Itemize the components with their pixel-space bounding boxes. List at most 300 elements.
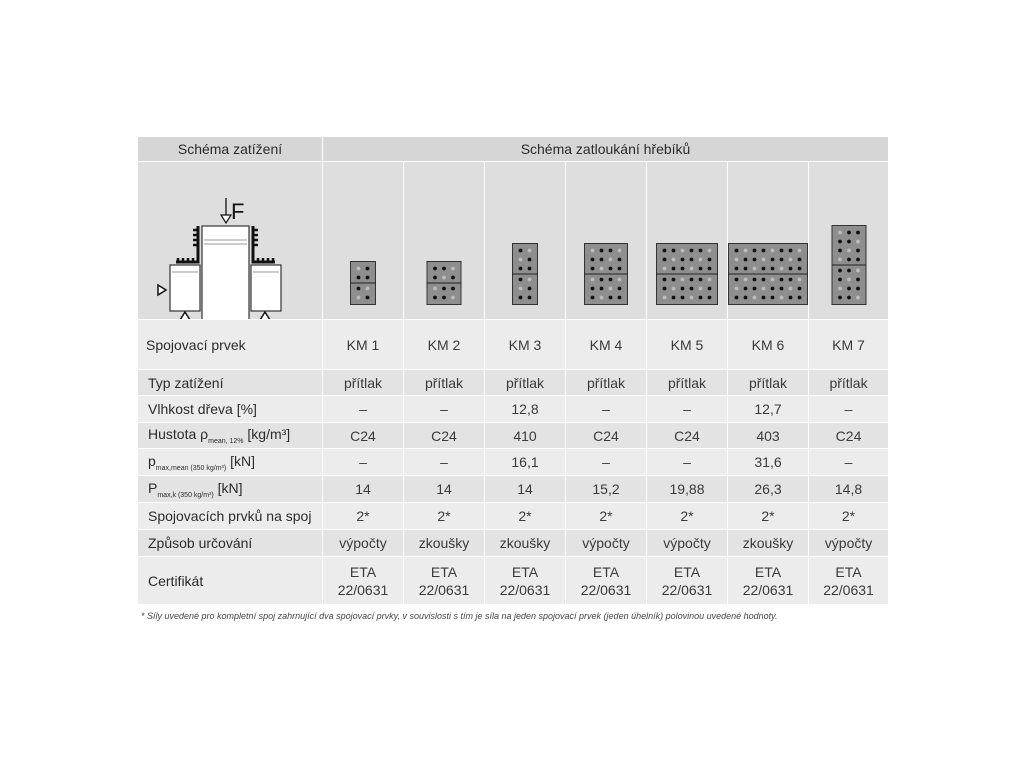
table-row xyxy=(138,530,889,557)
value-cell xyxy=(323,557,404,605)
nail-hole-empty xyxy=(744,249,748,253)
nail-hole-filled xyxy=(771,267,775,271)
nail-hole-filled xyxy=(771,258,775,262)
nail-hole-filled xyxy=(681,296,685,300)
value-cell: 31,6 xyxy=(728,449,809,476)
nail-pattern-1 xyxy=(350,261,376,305)
nail-hole-empty xyxy=(528,278,532,282)
nail-hole-empty xyxy=(699,258,703,262)
nail-hole-filled xyxy=(591,296,595,300)
nail-hole-filled xyxy=(789,249,793,253)
nail-hole-filled xyxy=(609,267,613,271)
nail-hole-filled xyxy=(856,287,860,291)
nail-hole-filled xyxy=(847,258,851,262)
nail-hole-empty xyxy=(690,267,694,271)
nail-hole-empty xyxy=(856,269,860,273)
nail-hole-empty xyxy=(609,287,613,291)
nail-hole-empty xyxy=(451,296,455,300)
nail-hole-filled xyxy=(618,296,622,300)
value-cell: – xyxy=(809,449,889,476)
nail-pattern-cell-5 xyxy=(647,162,728,320)
value-cell: C24 xyxy=(404,423,485,449)
nail-hole-filled xyxy=(451,287,455,291)
table-row xyxy=(138,449,889,476)
nail-hole-filled xyxy=(618,267,622,271)
table-row xyxy=(138,396,889,423)
nail-hole-empty xyxy=(528,249,532,253)
nail-hole-empty xyxy=(735,258,739,262)
nail-hole-empty xyxy=(366,287,370,291)
value-cell: 2* xyxy=(323,503,404,530)
nail-hole-empty xyxy=(699,287,703,291)
nail-hole-filled xyxy=(699,296,703,300)
value-cell: 410 xyxy=(485,423,566,449)
row-label xyxy=(138,503,323,530)
nail-hole-empty xyxy=(690,296,694,300)
nail-hole-filled xyxy=(528,296,532,300)
nail-hole-filled xyxy=(838,240,842,244)
nail-hole-filled xyxy=(690,249,694,253)
table-row xyxy=(138,476,889,503)
nail-hole-filled xyxy=(519,249,523,253)
nail-pattern-4 xyxy=(584,243,628,305)
nail-hole-filled xyxy=(838,278,842,282)
nail-hole-empty xyxy=(451,267,455,271)
row-label xyxy=(138,557,323,605)
value-cell: – xyxy=(647,396,728,423)
value-cell: přítlak xyxy=(647,370,728,396)
value-cell: přítlak xyxy=(485,370,566,396)
row-label-subscript: mean, 12% xyxy=(208,437,244,445)
nail-hole-empty xyxy=(762,287,766,291)
nail-hole-filled xyxy=(672,249,676,253)
nail-hole-empty xyxy=(609,258,613,262)
nail-hole-filled xyxy=(442,296,446,300)
nail-hole-filled xyxy=(618,287,622,291)
nail-hole-filled xyxy=(735,296,739,300)
row-label xyxy=(138,370,323,396)
row-label-unit: [kg/m³] xyxy=(243,426,291,443)
table-row xyxy=(138,503,889,530)
value-cell: výpočty xyxy=(323,530,404,557)
row-label xyxy=(138,449,323,476)
value-cell xyxy=(728,557,809,605)
nail-hole-filled xyxy=(780,249,784,253)
nail-hole-empty xyxy=(771,249,775,253)
nail-hole-filled xyxy=(672,278,676,282)
value-cell xyxy=(809,557,889,605)
certificate-line: ETA xyxy=(592,563,620,580)
nail-hole-filled xyxy=(663,249,667,253)
value-cell: zkoušky xyxy=(485,530,566,557)
value-cell: 2* xyxy=(404,503,485,530)
data-table xyxy=(137,136,889,605)
nail-pattern-cell-2 xyxy=(404,162,485,320)
value-cell: přítlak xyxy=(566,370,647,396)
value-cell: 15,2 xyxy=(566,476,647,503)
force-arrow-head xyxy=(221,215,231,223)
value-cell: KM 7 xyxy=(809,320,889,370)
nail-hole-empty xyxy=(771,278,775,282)
row-label-text: Certifikát xyxy=(148,572,204,589)
table-row xyxy=(138,423,889,449)
table-row xyxy=(138,320,889,370)
value-cell: 2* xyxy=(647,503,728,530)
nail-hole-empty xyxy=(735,287,739,291)
nail-hole-empty xyxy=(708,249,712,253)
nail-hole-empty xyxy=(519,258,523,262)
value-cell: 2* xyxy=(809,503,889,530)
nail-hole-empty xyxy=(847,249,851,253)
certificate-line: ETA xyxy=(349,563,377,580)
value-cell: zkoušky xyxy=(404,530,485,557)
row-label xyxy=(138,320,323,370)
value-cell: – xyxy=(404,449,485,476)
row-label-unit: [kN] xyxy=(213,479,243,496)
nail-hole-filled xyxy=(847,287,851,291)
row-label-unit: [kN] xyxy=(226,452,255,469)
value-cell: 26,3 xyxy=(728,476,809,503)
nail-hole-empty xyxy=(357,267,361,271)
load-diagram xyxy=(138,162,323,319)
value-cell: C24 xyxy=(323,423,404,449)
value-cell: KM 1 xyxy=(323,320,404,370)
nail-hole-filled xyxy=(780,287,784,291)
nail-hole-filled xyxy=(798,258,802,262)
certificate-line: 22/0631 xyxy=(823,581,874,598)
value-cell: 403 xyxy=(728,423,809,449)
nail-hole-empty xyxy=(672,287,676,291)
nail-hole-filled xyxy=(744,258,748,262)
nail-hole-filled xyxy=(708,287,712,291)
nail-hole-empty xyxy=(618,249,622,253)
nail-hole-filled xyxy=(856,278,860,282)
nail-hole-filled xyxy=(838,296,842,300)
nail-hole-filled xyxy=(451,276,455,280)
nail-hole-filled xyxy=(798,287,802,291)
value-cell: 14 xyxy=(323,476,404,503)
nail-hole-empty xyxy=(798,249,802,253)
nail-hole-empty xyxy=(744,278,748,282)
nail-hole-filled xyxy=(771,296,775,300)
value-cell: – xyxy=(404,396,485,423)
value-cell: KM 6 xyxy=(728,320,809,370)
nail-hole-empty xyxy=(672,258,676,262)
row-label xyxy=(138,396,323,423)
nail-hole-filled xyxy=(663,287,667,291)
row-label-text: Vlhkost dřeva [%] xyxy=(148,401,257,417)
nail-hole-filled xyxy=(708,296,712,300)
nail-hole-filled xyxy=(357,276,361,280)
nail-hole-filled xyxy=(708,267,712,271)
nail-hole-empty xyxy=(663,267,667,271)
nail-hole-filled xyxy=(780,258,784,262)
nail-pattern-3 xyxy=(512,243,538,305)
nail-hole-empty xyxy=(838,231,842,235)
nail-hole-empty xyxy=(600,267,604,271)
nail-hole-filled xyxy=(690,278,694,282)
value-cell: KM 5 xyxy=(647,320,728,370)
nail-hole-filled xyxy=(600,278,604,282)
nail-pattern-cell-3 xyxy=(485,162,566,320)
nail-hole-filled xyxy=(609,249,613,253)
nail-hole-filled xyxy=(798,296,802,300)
nail-pattern-cell-1 xyxy=(323,162,404,320)
nail-hole-filled xyxy=(591,258,595,262)
nail-hole-filled xyxy=(357,287,361,291)
nail-hole-filled xyxy=(663,258,667,262)
row-label xyxy=(138,476,323,503)
nail-hole-filled xyxy=(519,278,523,282)
table-row xyxy=(138,370,889,396)
row-label-subscript: max,mean (350 kg/m³) xyxy=(155,464,227,472)
value-cell: zkoušky xyxy=(728,530,809,557)
value-cell: 19,88 xyxy=(647,476,728,503)
nail-hole-empty xyxy=(789,287,793,291)
nail-hole-filled xyxy=(442,287,446,291)
certificate-line: 22/0631 xyxy=(742,581,794,598)
value-cell: 12,7 xyxy=(728,396,809,423)
nail-hole-filled xyxy=(856,258,860,262)
nail-hole-filled xyxy=(753,258,757,262)
nail-hole-filled xyxy=(789,267,793,271)
nail-hole-filled xyxy=(847,240,851,244)
nail-hole-filled xyxy=(681,287,685,291)
nail-hole-filled xyxy=(433,296,437,300)
nail-hole-empty xyxy=(856,296,860,300)
nail-pattern-5 xyxy=(656,243,718,305)
nail-hole-filled xyxy=(838,269,842,273)
certificate-line: 22/0631 xyxy=(499,581,551,598)
nail-pattern-cell-7 xyxy=(809,162,889,320)
nail-hole-filled xyxy=(735,267,739,271)
value-cell: 2* xyxy=(485,503,566,530)
nail-pattern-6 xyxy=(728,243,808,305)
nail-hole-filled xyxy=(600,249,604,253)
nail-hole-empty xyxy=(798,278,802,282)
nail-hole-empty xyxy=(442,276,446,280)
row-label-symbol: P xyxy=(148,479,158,496)
nail-hole-filled xyxy=(753,249,757,253)
value-cell: 2* xyxy=(566,503,647,530)
nail-hole-filled xyxy=(847,231,851,235)
nail-hole-filled xyxy=(366,267,370,271)
nail-hole-filled xyxy=(753,278,757,282)
nail-hole-filled xyxy=(663,278,667,282)
nail-hole-empty xyxy=(789,258,793,262)
value-cell: – xyxy=(647,449,728,476)
value-cell: přítlak xyxy=(323,370,404,396)
row-label-text: Typ zatížení xyxy=(148,374,224,391)
connector-table xyxy=(137,136,888,621)
table-row xyxy=(138,557,889,605)
value-cell: KM 2 xyxy=(404,320,485,370)
nail-hole-filled xyxy=(847,296,851,300)
nail-hole-filled xyxy=(789,278,793,282)
nail-hole-filled xyxy=(847,269,851,273)
nail-hole-filled xyxy=(609,278,613,282)
row-label xyxy=(138,423,323,449)
row-label-text: Spojovacích prvků na spoj xyxy=(148,508,312,524)
nail-hole-filled xyxy=(771,287,775,291)
nail-hole-filled xyxy=(780,278,784,282)
nail-hole-filled xyxy=(744,287,748,291)
value-cell xyxy=(647,557,728,605)
nail-hole-filled xyxy=(744,296,748,300)
value-cell: 14,8 xyxy=(809,476,889,503)
value-cell xyxy=(404,557,485,605)
nail-hole-empty xyxy=(591,278,595,282)
nail-hole-filled xyxy=(681,267,685,271)
nail-hole-filled xyxy=(433,267,437,271)
value-cell: přítlak xyxy=(728,370,809,396)
nail-hole-filled xyxy=(433,276,437,280)
value-cell: přítlak xyxy=(809,370,889,396)
nail-hole-filled xyxy=(789,296,793,300)
row-label-symbol: p xyxy=(148,452,156,469)
nail-hole-filled xyxy=(528,267,532,271)
nail-hole-filled xyxy=(708,258,712,262)
value-cell: výpočty xyxy=(647,530,728,557)
value-cell: KM 3 xyxy=(485,320,566,370)
row-label-text: Způsob určování xyxy=(148,535,253,551)
value-cell: výpočty xyxy=(566,530,647,557)
nail-hole-filled xyxy=(798,267,802,271)
nail-hole-empty xyxy=(838,287,842,291)
value-cell: – xyxy=(566,396,647,423)
value-cell: C24 xyxy=(647,423,728,449)
nail-hole-empty xyxy=(762,258,766,262)
nail-hole-filled xyxy=(699,267,703,271)
left-bottom-support xyxy=(180,312,190,319)
value-cell: 16,1 xyxy=(485,449,566,476)
nail-hole-filled xyxy=(856,249,860,253)
value-cell: 2* xyxy=(728,503,809,530)
nail-hole-empty xyxy=(591,249,595,253)
nail-hole-filled xyxy=(591,267,595,271)
nail-hole-filled xyxy=(762,278,766,282)
certificate-line: ETA xyxy=(835,563,862,580)
nail-hole-filled xyxy=(600,258,604,262)
nail-hole-filled xyxy=(753,287,757,291)
force-label: F xyxy=(231,199,245,224)
nail-hole-filled xyxy=(519,296,523,300)
footnote: * Síly uvedené pro kompletní spoj zahrnující dva spojovací prvky, v souvislosti s tím je síla na jeden spojovací prvek (jeden úhelník) polovinou uvedené hodnoty. xyxy=(141,611,778,621)
value-cell: 12,8 xyxy=(485,396,566,423)
row-label-subscript: max,k (350 kg/m³) xyxy=(157,491,214,499)
value-cell: – xyxy=(566,449,647,476)
nail-hole-filled xyxy=(690,258,694,262)
value-cell: – xyxy=(323,396,404,423)
value-cell: – xyxy=(323,449,404,476)
nail-hole-filled xyxy=(838,249,842,253)
nail-hole-filled xyxy=(699,278,703,282)
nail-hole-filled xyxy=(735,278,739,282)
nail-hole-empty xyxy=(600,296,604,300)
row-label xyxy=(138,530,323,557)
nail-hole-empty xyxy=(838,258,842,262)
value-cell: C24 xyxy=(566,423,647,449)
value-cell xyxy=(485,557,566,605)
nail-hole-filled xyxy=(366,276,370,280)
nail-hole-filled xyxy=(528,258,532,262)
certificate-line: 22/0631 xyxy=(580,581,632,598)
value-cell: přítlak xyxy=(404,370,485,396)
certificate-line: ETA xyxy=(754,563,782,580)
load-diagram-cell xyxy=(138,162,323,320)
nail-hole-empty xyxy=(519,287,523,291)
value-cell: KM 4 xyxy=(566,320,647,370)
nail-hole-filled xyxy=(366,296,370,300)
left-side-support xyxy=(158,285,166,295)
nail-hole-empty xyxy=(847,278,851,282)
nail-hole-filled xyxy=(672,267,676,271)
value-cell xyxy=(566,557,647,605)
certificate-line: ETA xyxy=(511,563,539,580)
nail-hole-filled xyxy=(762,267,766,271)
nail-pattern-cell-4 xyxy=(566,162,647,320)
value-cell: 14 xyxy=(404,476,485,503)
nail-hole-empty xyxy=(357,296,361,300)
certificate-line: ETA xyxy=(673,563,701,580)
nail-pattern-7 xyxy=(831,225,866,305)
nail-hole-filled xyxy=(762,249,766,253)
nail-hole-filled xyxy=(856,231,860,235)
nail-hole-empty xyxy=(681,249,685,253)
certificate-line: 22/0631 xyxy=(418,581,470,598)
nail-hole-empty xyxy=(618,278,622,282)
value-cell: 14 xyxy=(485,476,566,503)
row-label-text: Spojovací prvek xyxy=(146,336,246,353)
nail-hole-empty xyxy=(681,278,685,282)
nail-scheme-header: Schéma zatloukání hřebíků xyxy=(323,137,889,162)
nail-hole-filled xyxy=(600,287,604,291)
row-label-symbol: Hustota ρ xyxy=(148,426,209,443)
certificate-line: 22/0631 xyxy=(661,581,713,598)
right-bottom-support xyxy=(260,312,270,319)
nail-hole-filled xyxy=(528,287,532,291)
nail-hole-filled xyxy=(735,249,739,253)
certificate-line: 22/0631 xyxy=(337,581,389,598)
nail-hole-filled xyxy=(672,296,676,300)
nail-hole-empty xyxy=(856,240,860,244)
value-cell: C24 xyxy=(809,423,889,449)
nail-hole-filled xyxy=(681,258,685,262)
nail-hole-empty xyxy=(753,267,757,271)
nail-hole-filled xyxy=(699,249,703,253)
nail-hole-filled xyxy=(442,267,446,271)
nail-hole-filled xyxy=(609,296,613,300)
nail-pattern-2 xyxy=(427,261,462,305)
value-cell: – xyxy=(809,396,889,423)
nail-hole-empty xyxy=(753,296,757,300)
nail-pattern-cell-6 xyxy=(728,162,809,320)
nail-hole-filled xyxy=(762,296,766,300)
nail-hole-filled xyxy=(744,267,748,271)
nail-hole-filled xyxy=(690,287,694,291)
nail-hole-empty xyxy=(780,296,784,300)
nail-hole-empty xyxy=(708,278,712,282)
nail-hole-filled xyxy=(591,287,595,291)
nail-hole-empty xyxy=(780,267,784,271)
certificate-line: ETA xyxy=(430,563,458,580)
value-cell: výpočty xyxy=(809,530,889,557)
nail-hole-filled xyxy=(519,267,523,271)
nail-hole-empty xyxy=(433,287,437,291)
nail-hole-filled xyxy=(618,258,622,262)
nail-hole-empty xyxy=(663,296,667,300)
load-scheme-header: Schéma zatížení xyxy=(138,137,323,162)
